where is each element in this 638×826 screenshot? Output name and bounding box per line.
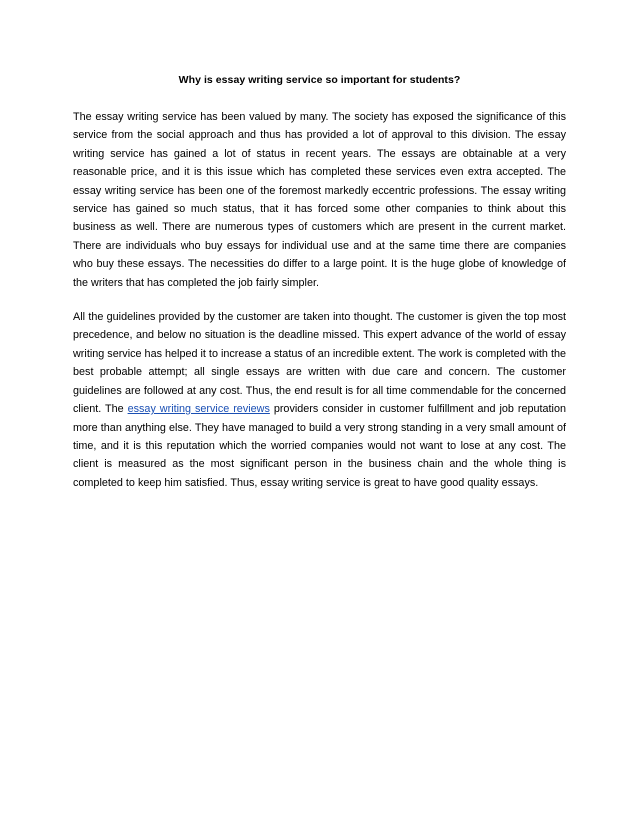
essay-writing-service-reviews-link[interactable]: essay writing service reviews bbox=[127, 403, 270, 416]
paragraph-2 bbox=[73, 308, 566, 492]
paragraph-2-text-before-link: All the guidelines provided by the customer are taken into thought. The customer is given the top most precedence, and below no situation is the deadline missed. This expert advance of the world of essay writing service has helped it to increase a status of an incredible extent. The work is completed with the best probable attempt; all single essays are written with due care and concern. The customer guidelines are followed at any cost. Thus, the end result is for all time commendable for the concerned client. The bbox=[73, 311, 566, 416]
paragraph-2-text-after-link: providers consider in customer fulfillment and job reputation more than anything else. They have managed to build a very strong standing in a very small amount of time, and it is this reputation which the worried companies would not want to lose at any cost. The client is measured as the most significant person in the business chain and the whole thing is completed to keep him satisfied. Thus, essay writing service is great to have good quality essays. bbox=[73, 403, 566, 489]
document-content bbox=[73, 72, 566, 492]
page-title: Why is essay writing service so important for students? bbox=[178, 74, 461, 86]
paragraph-1: The essay writing service has been valued by many. The society has exposed the significance of this service from the social approach and thus has provided a lot of approval to this division. The essay writing service has gained a lot of status in recent years. The essays are obtainable at a very reasonable price, and it is this issue which has completed these services even extra accepted. The essay writing service has been one of the foremost markedly eccentric professions. The essay writing service has gained so much status, that it has forced some other companies to think about this business as well. There are numerous types of customers which are present in the current market. There are individuals who buy essays for individual use and at the same time there are companies who buy these essays. The necessities do differ to a large point. It is the huge globe of knowledge of the writers that has completed the job fairly simpler. bbox=[73, 111, 566, 289]
